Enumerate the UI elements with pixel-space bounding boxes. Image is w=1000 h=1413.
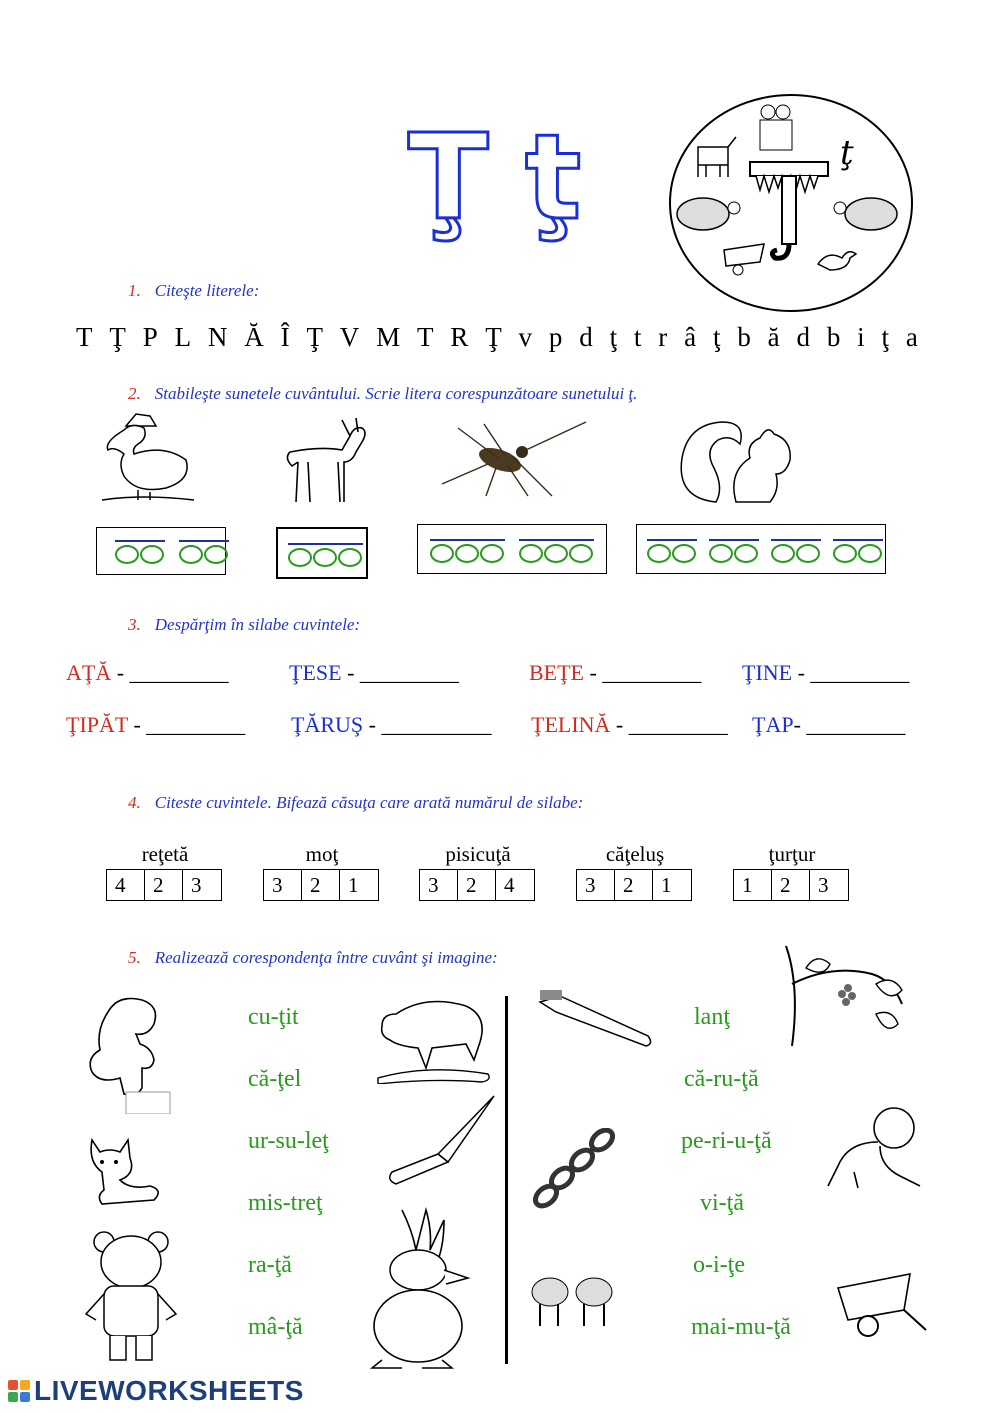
syllable-word: ŢELINĂ [531,712,611,737]
letter-item: Ţ [109,322,126,352]
match-word-right[interactable]: mai-mu-ţă [691,1314,791,1340]
grapevine-icon [776,944,914,1048]
letter-item: t [633,322,642,352]
task1-number: 1. [128,281,141,300]
syllable-blank[interactable]: - _________ [111,660,229,685]
monkey-icon [824,1102,924,1192]
syllable-exercise[interactable] [66,660,229,686]
syllable-count-checkbox[interactable]: 1 [348,873,359,897]
letter-illustration-circle [668,92,914,314]
syllable-exercise[interactable] [529,660,701,686]
syllable-count-checkbox[interactable]: 2 [145,870,183,900]
task4-number: 4. [128,793,141,812]
letter-item: d [579,322,593,352]
syllable-exercise[interactable] [289,660,459,686]
task2-text: Stabileşte sunetele cuvântului. Scrie litera corespunzătoare sunetului ţ. [154,384,638,403]
svg-text:ţ: ţ [840,133,854,173]
syllable-word: ŢIPĂT [66,712,128,737]
chain-icon [530,1128,618,1210]
syllable-count-checkbox[interactable]: 3 [191,873,202,897]
syllable-count-boxes [576,869,692,901]
syllable-count-checkbox[interactable]: 2 [302,870,340,900]
match-word-right[interactable]: că-ru-ţă [684,1066,759,1092]
syllable-count-checkbox[interactable]: 4 [107,870,145,900]
letter-item: b [826,322,841,352]
cart-icon [832,1268,928,1340]
sheep-icon [528,1268,618,1332]
syllable-blank[interactable]: - _________ [610,712,728,737]
match-word-left[interactable]: mâ-ţă [248,1314,303,1340]
letter-item: Ă [244,322,264,352]
syllable-word: ŢAP [752,712,794,737]
sound-box-1[interactable] [96,527,226,575]
syllable-word: ŢĂRUŞ [291,712,364,737]
puppy-icon [78,992,178,1114]
duck-icon [98,406,200,506]
footer-brand: LIVEWORKSHEETS [34,1375,304,1406]
goat-icon [280,418,372,510]
syllable-count-checkbox[interactable]: 3 [577,870,615,900]
syllable-blank[interactable]: - _________ [584,660,702,685]
letter-item: Ţ [306,322,323,352]
task5-text: Realizează corespondenţa între cuvânt şi imagine: [154,948,498,967]
task4-instruction [128,793,583,813]
syllable-count-checkbox[interactable]: 2 [458,870,496,900]
syllable-exercise[interactable] [291,712,491,738]
letter-item: M [376,322,401,352]
task3-number: 3. [128,615,141,634]
syllable-count-checkbox[interactable]: 2 [615,870,653,900]
letter-item: T [416,322,434,352]
syllable-blank[interactable]: - _________ [792,660,910,685]
letter-item: R [450,322,469,352]
letter-item: ţ [712,322,721,352]
syllable-count-boxes [263,869,379,901]
duck-dressed-icon [362,1200,480,1370]
syllable-exercise[interactable] [66,712,245,738]
task3-text: Despărţim în silabe cuvintele: [154,615,361,634]
syllable-count-checkbox[interactable]: 2 [772,870,810,900]
syllable-word: ŢINE [742,660,793,685]
match-word-right[interactable]: lanţ [694,1004,730,1030]
match-word-left[interactable]: ur-su-leţ [248,1128,329,1154]
logo-icon [8,1380,30,1402]
syllable-count-word: pisicuţă [445,842,511,866]
letter-item: a [905,322,918,352]
letter-item: b [737,322,751,352]
match-word-left[interactable]: mis-treţ [248,1190,323,1216]
syllable-exercise[interactable] [742,660,909,686]
syllable-blank[interactable]: - _________ [127,712,246,737]
task1-instruction [128,281,259,301]
letter-item: Ţ [485,322,502,352]
syllable-count-boxes [419,869,535,901]
syllable-count-word: ţurţur [768,842,816,866]
syllable-count-checkbox[interactable]: 3 [264,870,302,900]
syllable-count-boxes [733,869,849,901]
squirrel-icon [676,418,814,510]
knife-icon [384,1094,500,1186]
letter-item: ţ [881,322,890,352]
task3-instruction [128,615,360,635]
letter-item: v [518,322,533,352]
sound-box-3[interactable] [417,524,607,574]
task5-number: 5. [128,948,141,967]
task2-number: 2. [128,384,141,403]
task4-text: Citeste cuvintele. Bifează căsuţa care arată numărul de silabe: [154,793,584,812]
syllable-count-word: reţetă [141,842,189,866]
letter-item: N [207,322,228,352]
syllable-count-boxes [106,869,222,901]
letter-item: d [796,322,810,352]
letter-item: P [142,322,158,352]
match-word-right[interactable]: o-i-ţe [693,1252,745,1278]
task2-instruction [128,384,637,404]
syllable-count-checkbox[interactable]: 1 [734,870,772,900]
letter-item: L [174,322,192,352]
match-word-right[interactable]: pe-ri-u-ţă [681,1128,772,1154]
task1-text: Citeşte literele: [154,281,260,300]
syllable-exercise[interactable] [531,712,728,738]
syllable-count-checkbox[interactable]: 1 [661,873,672,897]
syllable-count-word: moţ [305,842,339,866]
cat-icon [84,1130,168,1212]
match-word-right[interactable]: vi-ţă [700,1190,744,1216]
syllable-blank[interactable]: - _________ [341,660,459,685]
letter-item: V [339,322,360,352]
syllable-count-checkbox[interactable]: 3 [818,873,829,897]
match-word-left[interactable]: că-ţel [248,1066,302,1092]
letter-item: i [857,322,865,352]
letter-item: r [658,322,668,352]
syllable-blank[interactable]: - _________ [793,712,906,737]
letter-item: â [684,322,697,352]
letter-item: p [548,322,563,352]
match-word-left[interactable]: cu-ţit [248,1004,299,1030]
teddy-bear-icon [80,1228,182,1368]
task5-instruction [128,948,498,968]
sound-box-4[interactable] [636,524,886,574]
sound-box-2[interactable] [276,527,368,579]
syllable-blank[interactable]: - __________ [363,712,492,737]
toothbrush-icon [536,988,652,1052]
syllable-count-checkbox[interactable]: 3 [420,870,458,900]
syllable-word: ŢESE [289,660,342,685]
letter-item: Î [280,322,290,352]
letter-item: ă [767,322,780,352]
letter-item: ţ [609,322,618,352]
match-word-left[interactable]: ra-ţă [248,1252,292,1278]
letters-row [76,322,918,353]
letter-item: T [76,322,93,352]
syllable-word: AŢĂ [66,660,112,685]
liveworksheets-logo [8,1375,304,1407]
title-uppercase-letter: Ţ [408,108,489,246]
boar-icon [374,992,492,1084]
title-lowercase-letter: ţ [525,108,582,246]
syllable-count-checkbox[interactable]: 4 [504,873,515,897]
mosquito-icon [438,418,590,498]
column-divider [505,996,508,1364]
syllable-word: BEŢE [529,660,584,685]
syllable-count-word: căţeluş [605,842,665,866]
syllable-exercise[interactable] [752,712,905,738]
